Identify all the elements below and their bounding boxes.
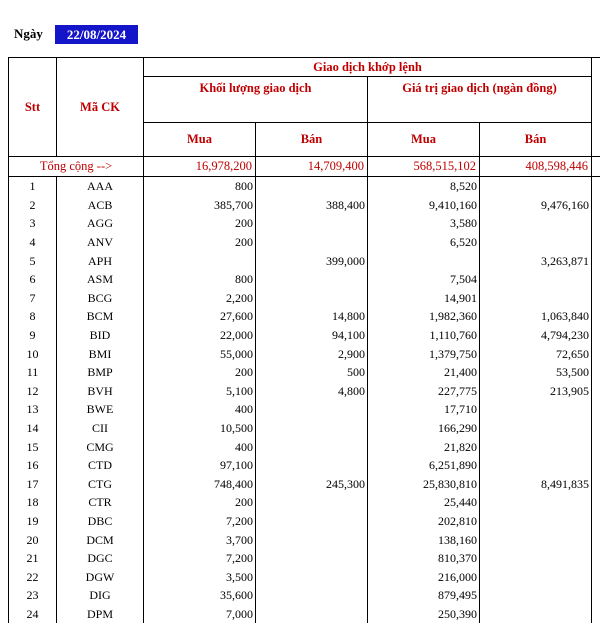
row-value-sell [480,419,592,438]
row-volume-sell [256,214,368,233]
table-row [9,289,600,308]
row-volume-sell [256,586,368,605]
row-volume-sell [256,512,368,531]
table-row [9,233,600,252]
row-stt: 21 [9,549,57,568]
table-row [9,382,600,401]
data-rows [9,177,600,623]
total-value-sell: 408,598,446 [480,157,592,177]
total-volume-sell: 14,709,400 [256,157,368,177]
table-row [9,530,600,549]
row-code: DGW [57,567,144,586]
row-stt: 9 [9,326,57,345]
row-volume-sell [256,289,368,308]
row-value-buy: 21,820 [368,437,480,456]
row-code: ACB [57,196,144,215]
header-value-group: Giá trị giao dịch (ngàn đồng) [368,77,592,123]
row-code: BCG [57,289,144,308]
table-row [9,307,600,326]
row-stt: 8 [9,307,57,326]
row-value-buy: 8,520 [368,177,480,196]
row-value-buy: 166,290 [368,419,480,438]
row-stt: 19 [9,512,57,531]
row-value-buy: 21,400 [368,363,480,382]
row-volume-buy: 200 [144,363,256,382]
row-volume-sell [256,270,368,289]
total-value-buy: 568,515,102 [368,157,480,177]
row-stt: 4 [9,233,57,252]
row-code: BID [57,326,144,345]
row-stt: 11 [9,363,57,382]
row-volume-buy: 97,100 [144,456,256,475]
total-row [9,157,600,177]
date-value: 22/08/2024 [55,25,138,44]
total-label: Tổng cộng --> [9,157,144,177]
row-volume-sell [256,567,368,586]
row-stt: 20 [9,530,57,549]
header-stt: Stt [9,58,57,157]
row-value-sell [480,493,592,512]
table-row [9,363,600,382]
row-code: BCM [57,307,144,326]
date-row [14,25,138,43]
row-value-sell: 3,263,871 [480,251,592,270]
row-value-buy: 227,775 [368,382,480,401]
row-value-sell [480,437,592,456]
row-value-sell: 213,905 [480,382,592,401]
row-volume-sell: 4,800 [256,382,368,401]
row-value-sell [480,214,592,233]
row-stt: 10 [9,344,57,363]
table-row [9,214,600,233]
row-value-sell [480,586,592,605]
row-volume-buy: 200 [144,493,256,512]
row-code: DIG [57,586,144,605]
row-value-buy: 3,580 [368,214,480,233]
row-volume-buy: 3,500 [144,567,256,586]
table-row [9,567,600,586]
row-value-sell: 1,063,840 [480,307,592,326]
row-volume-sell: 399,000 [256,251,368,270]
table-row [9,437,600,456]
row-volume-buy: 5,100 [144,382,256,401]
header-value-buy: Mua [368,123,480,157]
table-row [9,549,600,568]
row-volume-sell [256,605,368,623]
row-volume-sell: 94,100 [256,326,368,345]
row-value-buy: 6,251,890 [368,456,480,475]
row-value-buy: 7,504 [368,270,480,289]
row-code: BVH [57,382,144,401]
row-code: DBC [57,512,144,531]
row-value-buy: 9,410,160 [368,196,480,215]
row-value-buy: 17,710 [368,400,480,419]
row-volume-buy: 3,700 [144,530,256,549]
row-value-sell [480,605,592,623]
row-volume-buy: 2,200 [144,289,256,308]
row-code: CTG [57,475,144,494]
row-code: CTD [57,456,144,475]
row-value-sell: 9,476,160 [480,196,592,215]
row-code: CII [57,419,144,438]
header-matched-group: Giao dịch khớp lệnh [144,58,592,77]
row-volume-buy: 400 [144,437,256,456]
row-code: BMI [57,344,144,363]
table-row [9,586,600,605]
table-row [9,419,600,438]
row-value-sell [480,530,592,549]
row-value-sell [480,289,592,308]
row-value-buy: 6,520 [368,233,480,252]
row-stt: 12 [9,382,57,401]
row-code: DGC [57,549,144,568]
row-value-sell: 4,794,230 [480,326,592,345]
row-value-buy: 810,370 [368,549,480,568]
header-volume-sell: Bán [256,123,368,157]
row-code: APH [57,251,144,270]
row-stt: 14 [9,419,57,438]
row-code: ASM [57,270,144,289]
row-value-sell [480,512,592,531]
row-volume-sell: 500 [256,363,368,382]
row-stt: 18 [9,493,57,512]
row-value-sell [480,549,592,568]
row-value-sell: 53,500 [480,363,592,382]
table-row [9,344,600,363]
row-value-buy: 14,901 [368,289,480,308]
table-row [9,177,600,196]
row-stt: 22 [9,567,57,586]
header-code: Mã CK [57,58,144,157]
row-value-sell [480,567,592,586]
row-volume-buy: 748,400 [144,475,256,494]
row-volume-sell [256,177,368,196]
row-volume-sell [256,400,368,419]
table-row [9,512,600,531]
row-volume-buy: 35,600 [144,586,256,605]
row-volume-sell [256,530,368,549]
row-stt: 2 [9,196,57,215]
row-volume-sell [256,549,368,568]
row-code: ANV [57,233,144,252]
row-stt: 23 [9,586,57,605]
row-value-buy: 202,810 [368,512,480,531]
row-value-buy: 879,495 [368,586,480,605]
header-volume-buy: Mua [144,123,256,157]
row-value-sell [480,177,592,196]
table-row [9,270,600,289]
row-volume-sell [256,437,368,456]
row-volume-sell [256,233,368,252]
header-volume-group: Khối lượng giao dịch [144,77,368,123]
row-code: DPM [57,605,144,623]
row-code: CMG [57,437,144,456]
row-volume-sell: 14,800 [256,307,368,326]
row-stt: 7 [9,289,57,308]
row-volume-buy: 385,700 [144,196,256,215]
row-stt: 6 [9,270,57,289]
row-value-buy: 216,000 [368,567,480,586]
table-row [9,493,600,512]
row-volume-sell [256,456,368,475]
row-value-buy: 25,830,810 [368,475,480,494]
row-code: AGG [57,214,144,233]
table-row [9,605,600,623]
trading-table [8,57,600,623]
row-value-sell: 72,650 [480,344,592,363]
row-volume-buy: 55,000 [144,344,256,363]
table-row [9,196,600,215]
row-volume-buy: 400 [144,400,256,419]
row-stt: 24 [9,605,57,623]
table-row [9,400,600,419]
row-code: CTR [57,493,144,512]
total-volume-buy: 16,978,200 [144,157,256,177]
row-value-sell [480,233,592,252]
row-value-sell [480,400,592,419]
row-volume-buy: 7,000 [144,605,256,623]
row-stt: 1 [9,177,57,196]
row-code: BWE [57,400,144,419]
row-value-buy: 138,160 [368,530,480,549]
row-value-sell [480,270,592,289]
trading-table-container [8,57,600,600]
row-code: BMP [57,363,144,382]
row-value-buy [368,251,480,270]
row-volume-buy [144,251,256,270]
row-volume-sell [256,419,368,438]
row-value-buy: 1,379,750 [368,344,480,363]
row-stt: 13 [9,400,57,419]
row-code: DCM [57,530,144,549]
row-volume-buy: 200 [144,233,256,252]
row-stt: 16 [9,456,57,475]
row-volume-buy: 10,500 [144,419,256,438]
table-row [9,251,600,270]
row-volume-sell: 245,300 [256,475,368,494]
header-value-sell: Bán [480,123,592,157]
row-volume-buy: 200 [144,214,256,233]
row-volume-sell [256,493,368,512]
row-code: AAA [57,177,144,196]
header-extra [592,58,600,157]
row-stt: 3 [9,214,57,233]
row-volume-sell: 388,400 [256,196,368,215]
row-volume-buy: 7,200 [144,512,256,531]
table-row [9,475,600,494]
row-value-sell: 8,491,835 [480,475,592,494]
row-volume-buy: 27,600 [144,307,256,326]
row-value-buy: 250,390 [368,605,480,623]
table-row [9,456,600,475]
row-stt: 17 [9,475,57,494]
row-value-buy: 1,982,360 [368,307,480,326]
date-label: Ngày [14,26,43,42]
row-volume-buy: 22,000 [144,326,256,345]
row-stt: 15 [9,437,57,456]
row-volume-sell: 2,900 [256,344,368,363]
row-value-buy: 1,110,760 [368,326,480,345]
row-volume-buy: 7,200 [144,549,256,568]
row-stt: 5 [9,251,57,270]
row-value-buy: 25,440 [368,493,480,512]
row-volume-buy: 800 [144,177,256,196]
table-row [9,326,600,345]
row-value-sell [480,456,592,475]
row-volume-buy: 800 [144,270,256,289]
